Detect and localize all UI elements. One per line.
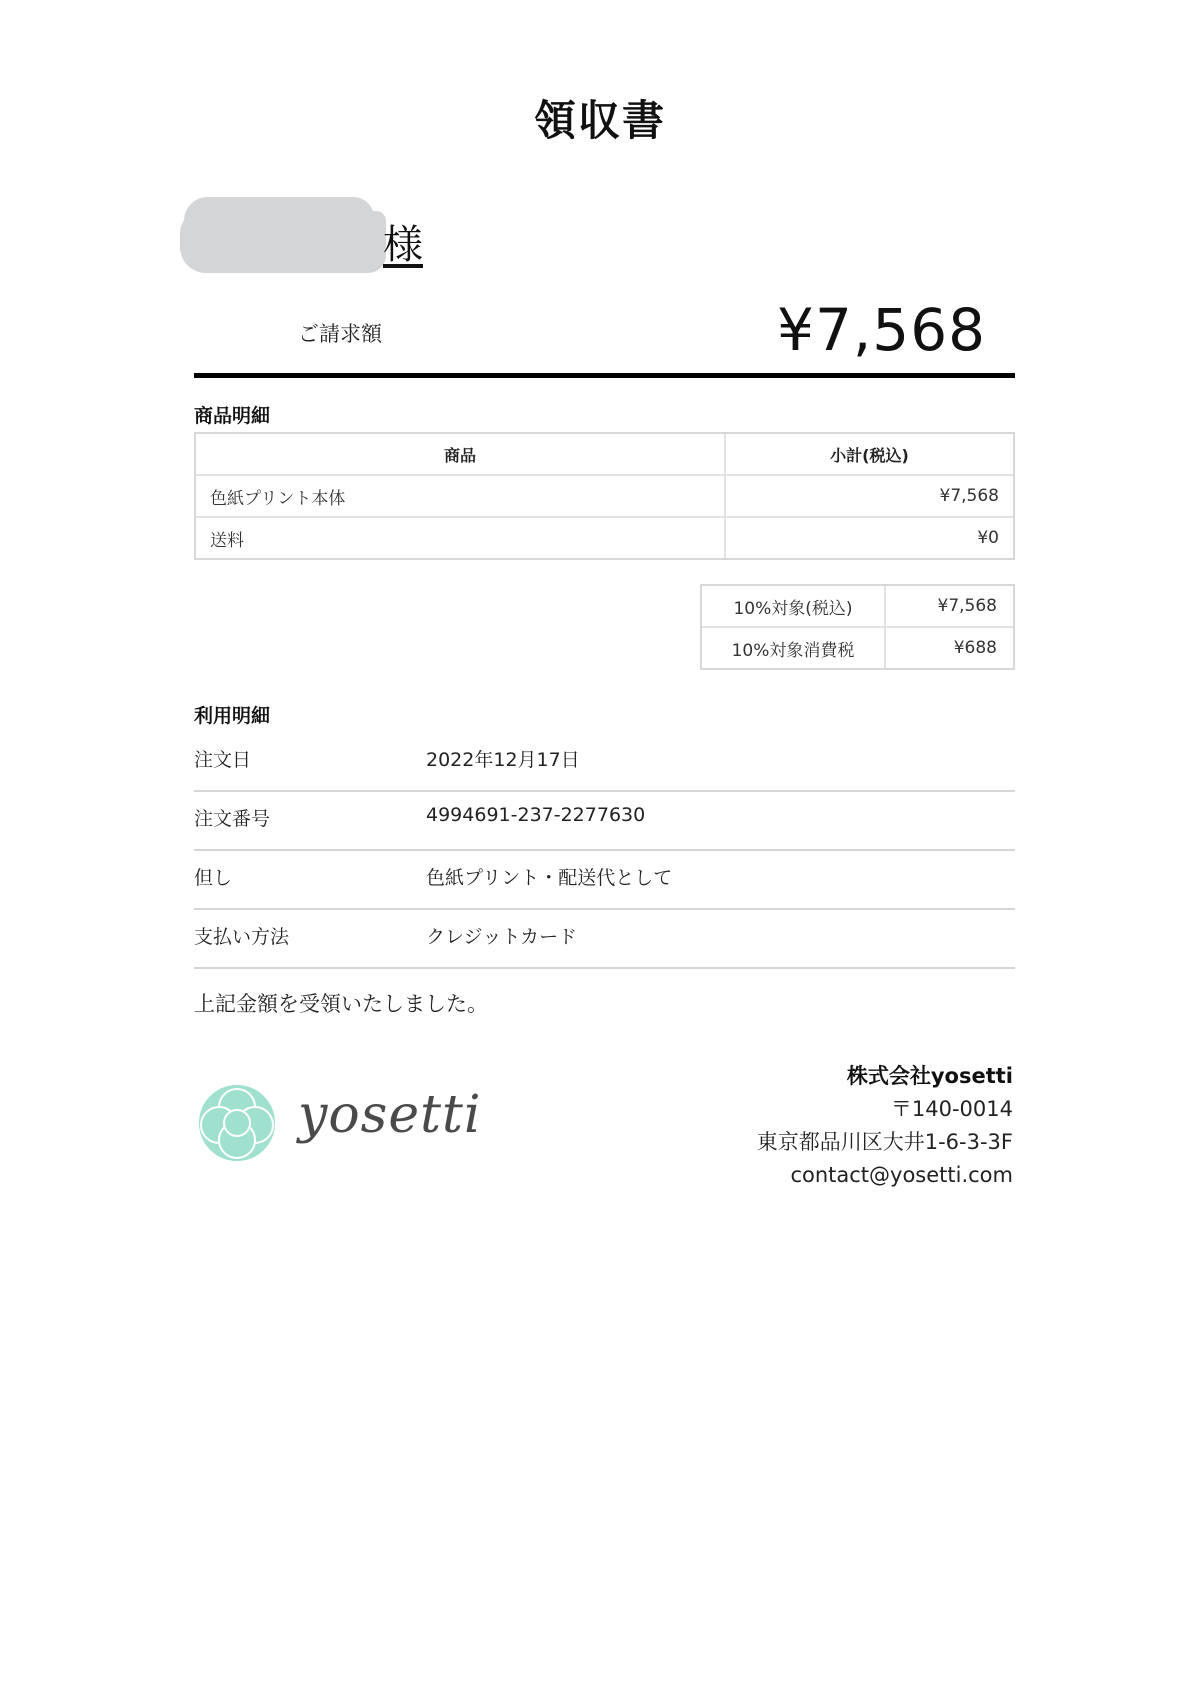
tax-label: 10%対象消費税 xyxy=(702,628,886,668)
table-row xyxy=(702,586,1013,628)
column-header-product: 商品 xyxy=(196,434,726,476)
item-subtotal: ¥7,568 xyxy=(726,476,1013,518)
company-postal: 〒140-0014 xyxy=(890,1097,1013,1121)
divider xyxy=(194,373,1015,378)
acknowledgement-text: 上記金額を受領いたしました。 xyxy=(194,992,488,1016)
tax-label: 10%対象(税込) xyxy=(702,586,886,628)
item-name: 色紙プリント本体 xyxy=(196,476,726,518)
company-name: 株式会社yosetti xyxy=(846,1064,1013,1088)
detail-key: 注文日 xyxy=(194,749,252,771)
detail-value: クレジットカード xyxy=(426,926,577,948)
table-row xyxy=(196,476,1013,518)
item-subtotal: ¥0 xyxy=(977,528,999,548)
document-title: 領収書 xyxy=(533,96,666,145)
list-item xyxy=(194,792,1015,851)
redacted-name-block-top xyxy=(184,197,374,235)
honorific: 様 xyxy=(383,222,423,268)
company-address: 東京都品川区大井1-6-3-3F xyxy=(756,1130,1013,1154)
detail-key: 支払い方法 xyxy=(194,926,290,948)
logo-wordmark: yosetti xyxy=(298,1085,482,1145)
usage-details xyxy=(194,733,1015,969)
yosetti-logo-icon xyxy=(194,1080,280,1170)
company-info xyxy=(757,1060,1013,1192)
tax-value: ¥7,568 xyxy=(886,586,1013,628)
tax-summary-table xyxy=(700,584,1015,670)
items-table xyxy=(194,432,1015,560)
billing-amount: ¥7,568 xyxy=(777,296,986,364)
usage-heading: 利用明細 xyxy=(194,705,271,727)
table-row xyxy=(196,518,1013,558)
table-row xyxy=(702,628,1013,668)
list-item xyxy=(194,910,1015,969)
recipient-name xyxy=(180,205,430,267)
items-heading: 商品明細 xyxy=(194,405,271,427)
item-name: 送料 xyxy=(196,518,726,558)
company-email: contact@yosetti.com xyxy=(790,1163,1013,1187)
table-header-row xyxy=(196,434,1013,476)
tax-value: ¥688 xyxy=(953,638,997,658)
detail-value: 2022年12月17日 xyxy=(426,749,580,771)
detail-value: 色紙プリント・配送代として xyxy=(426,867,673,889)
detail-value: 4994691-237-2277630 xyxy=(426,804,646,826)
detail-key: 但し xyxy=(194,867,233,889)
list-item xyxy=(194,851,1015,910)
billing-label: ご請求額 xyxy=(298,322,382,346)
list-item xyxy=(194,733,1015,792)
detail-key: 注文番号 xyxy=(194,808,271,830)
column-header-subtotal: 小計(税込) xyxy=(726,434,1013,476)
